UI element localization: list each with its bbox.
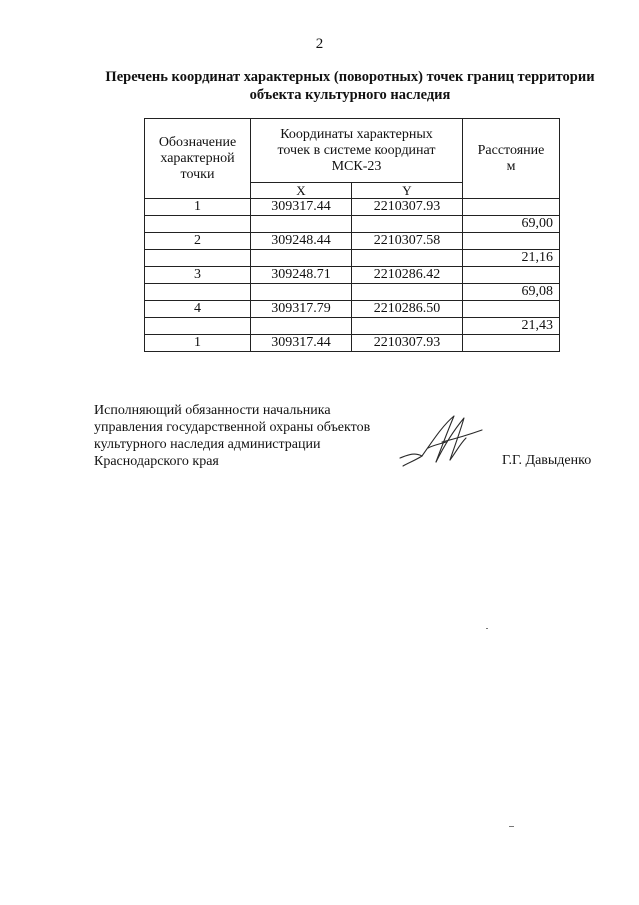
- y-cell: 2210286.50: [352, 301, 463, 318]
- empty-cell: [463, 301, 560, 318]
- empty-cell: [352, 250, 463, 267]
- empty-cell: [251, 250, 352, 267]
- empty-cell: [251, 216, 352, 233]
- table-row-point: [145, 301, 560, 318]
- distance-cell: 69,08: [463, 284, 560, 301]
- empty-cell: [463, 335, 560, 352]
- empty-cell: [251, 284, 352, 301]
- position-line: Краснодарского края: [94, 454, 219, 469]
- point-cell: 2: [145, 233, 251, 250]
- header-point-designation: [145, 119, 251, 199]
- header-text: характерной: [160, 150, 235, 166]
- handwritten-signature: [394, 408, 494, 472]
- empty-cell: [145, 318, 251, 335]
- y-cell: 2210307.93: [352, 335, 463, 352]
- document-title: [60, 68, 639, 104]
- coordinates-table: [144, 118, 560, 352]
- table-row-distance: [145, 318, 560, 335]
- x-cell: 309317.44: [251, 335, 352, 352]
- distance-cell: 69,00: [463, 216, 560, 233]
- header-x: X: [251, 183, 352, 199]
- empty-cell: [352, 216, 463, 233]
- x-cell: 309317.79: [251, 301, 352, 318]
- empty-cell: [145, 216, 251, 233]
- header-text: МСК-23: [331, 158, 382, 174]
- page-number: 2: [315, 36, 324, 52]
- point-cell: 3: [145, 267, 251, 284]
- empty-cell: [145, 284, 251, 301]
- header-distance: [463, 119, 560, 199]
- position-line: управления государственной охраны объектов: [94, 420, 371, 435]
- table-row-point: [145, 267, 560, 284]
- table-row-distance: [145, 250, 560, 267]
- table-row-distance: [145, 216, 560, 233]
- table-row-point: [145, 199, 560, 216]
- empty-cell: [251, 318, 352, 335]
- empty-cell: [352, 284, 463, 301]
- header-text: точек в системе координат: [277, 142, 436, 158]
- title-line: Перечень координат характерных (поворотных) точек границ территории: [105, 69, 595, 85]
- y-cell: 2210307.58: [352, 233, 463, 250]
- title-line: объекта культурного наследия: [249, 87, 451, 103]
- table-row-distance: [145, 284, 560, 301]
- empty-cell: [463, 233, 560, 250]
- x-cell: 309248.71: [251, 267, 352, 284]
- empty-cell: [352, 318, 463, 335]
- distance-cell: 21,43: [463, 318, 560, 335]
- header-text: точки: [180, 166, 215, 182]
- position-line: культурного наследия администрации: [94, 437, 321, 452]
- header-text: Координаты характерных: [280, 126, 433, 142]
- signer-name: Г.Г. Давыденко: [502, 453, 592, 468]
- header-coordinates: [251, 119, 463, 183]
- table-row-point: [145, 335, 560, 352]
- header-y: Y: [352, 183, 463, 199]
- signatory-position: [94, 402, 370, 470]
- y-cell: 2210286.42: [352, 267, 463, 284]
- header-text: м: [506, 158, 516, 174]
- x-cell: 309317.44: [251, 199, 352, 216]
- point-cell: 1: [145, 335, 251, 352]
- scan-speck: [509, 826, 514, 827]
- x-cell: 309248.44: [251, 233, 352, 250]
- empty-cell: [145, 250, 251, 267]
- scan-speck: [486, 628, 488, 629]
- table-row-point: [145, 233, 560, 250]
- empty-cell: [463, 267, 560, 284]
- empty-cell: [463, 199, 560, 216]
- point-cell: 4: [145, 301, 251, 318]
- point-cell: 1: [145, 199, 251, 216]
- header-text: Расстояние: [477, 142, 545, 158]
- position-line: Исполняющий обязанности начальника: [94, 403, 331, 418]
- table-header-row: [145, 119, 560, 183]
- header-text: Обозначение: [158, 134, 237, 150]
- y-cell: 2210307.93: [352, 199, 463, 216]
- distance-cell: 21,16: [463, 250, 560, 267]
